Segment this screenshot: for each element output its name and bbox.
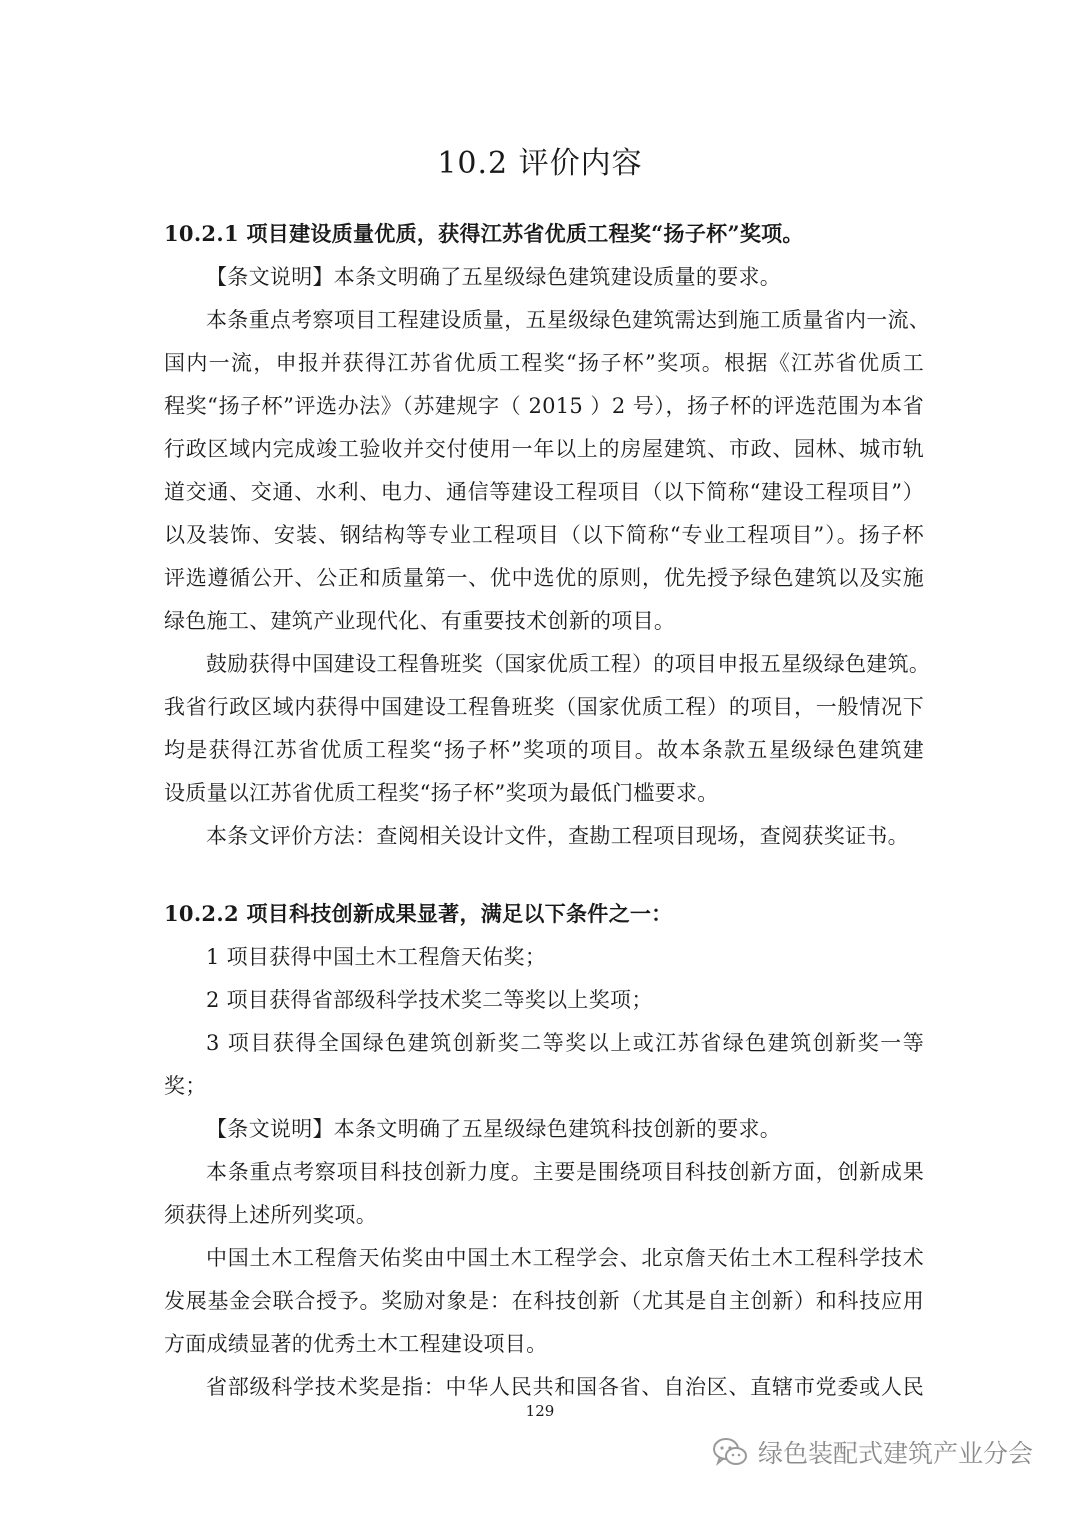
watermark (712, 1432, 1033, 1472)
text-line: 本条重点考察项目工程建设质量，五星级绿色建筑需达到施工质量省内一流、 (206, 308, 931, 332)
clause-heading: 10.2.2 项目科技创新成果显著，满足以下条件之一： (164, 901, 673, 926)
page-number: 129 (525, 1402, 555, 1420)
text-line: 奖； (164, 1074, 207, 1098)
text-line: 【条文说明】本条文明确了五星级绿色建筑建设质量的要求。 (206, 265, 782, 289)
text-line: 3 项目获得全国绿色建筑创新奖二等奖以上或江苏省绿色建筑创新奖一等 (206, 1031, 924, 1055)
text-line: 以及装饰、安装、钢结构等专业工程项目（以下简称“专业工程项目”）。扬子杯 (164, 523, 924, 547)
watermark-text: 绿色装配式建筑产业分会 (758, 1439, 1034, 1468)
text-line: 【条文说明】本条文明确了五星级绿色建筑科技创新的要求。 (206, 1117, 782, 1141)
text-line: 行政区域内完成竣工验收并交付使用一年以上的房屋建筑、市政、园林、城市轨 (164, 437, 924, 461)
section-heading: 10.2 评价内容 (437, 146, 643, 181)
text-line: 须获得上述所列奖项。 (164, 1203, 377, 1227)
text-line: 省部级科学技术奖是指：中华人民共和国各省、自治区、直辖市党委或人民 (206, 1375, 924, 1399)
text-line: 绿色施工、建筑产业现代化、有重要技术创新的项目。 (164, 609, 676, 633)
text-line: 1 项目获得中国土木工程詹天佑奖； (206, 945, 547, 969)
wechat-icon (712, 1437, 748, 1467)
text-line: 鼓励获得中国建设工程鲁班奖（国家优质工程）的项目申报五星级绿色建筑。 (206, 652, 931, 676)
text-line: 评选遵循公开、公正和质量第一、优中选优的原则，优先授予绿色建筑以及实施 (164, 566, 924, 590)
text-line: 发展基金会联合授予。奖励对象是：在科技创新（尤其是自主创新）和科技应用 (164, 1289, 924, 1313)
text-line: 国内一流，申报并获得江苏省优质工程奖“扬子杯”奖项。根据《江苏省优质工 (164, 351, 924, 375)
text-line: 本条文评价方法：查阅相关设计文件，查勘工程项目现场，查阅获奖证书。 (206, 824, 909, 848)
text-line: 设质量以江苏省优质工程奖“扬子杯”奖项为最低门槛要求。 (164, 781, 719, 805)
text-line: 方面成绩显著的优秀土木工程建设项目。 (164, 1332, 548, 1356)
text-line: 均是获得江苏省优质工程奖“扬子杯”奖项的项目。故本条款五星级绿色建筑建 (164, 738, 924, 762)
text-line: 道交通、交通、水利、电力、通信等建设工程项目（以下简称“建设工程项目”） (164, 480, 924, 504)
text-line: 程奖“扬子杯”评选办法》（苏建规字（ 2015 ）2 号），扬子杯的评选范围为本省 (164, 394, 924, 418)
clause-heading: 10.2.1 项目建设质量优质，获得江苏省优质工程奖“扬子杯”奖项。 (164, 221, 804, 246)
text-line: 中国土木工程詹天佑奖由中国土木工程学会、北京詹天佑土木工程科学技术 (206, 1246, 924, 1270)
text-line: 2 项目获得省部级科学技术奖二等奖以上奖项； (206, 988, 653, 1012)
text-line: 我省行政区域内获得中国建设工程鲁班奖（国家优质工程）的项目，一般情况下 (164, 695, 924, 719)
text-line: 本条重点考察项目科技创新力度。主要是围绕项目科技创新方面，创新成果 (206, 1160, 924, 1184)
